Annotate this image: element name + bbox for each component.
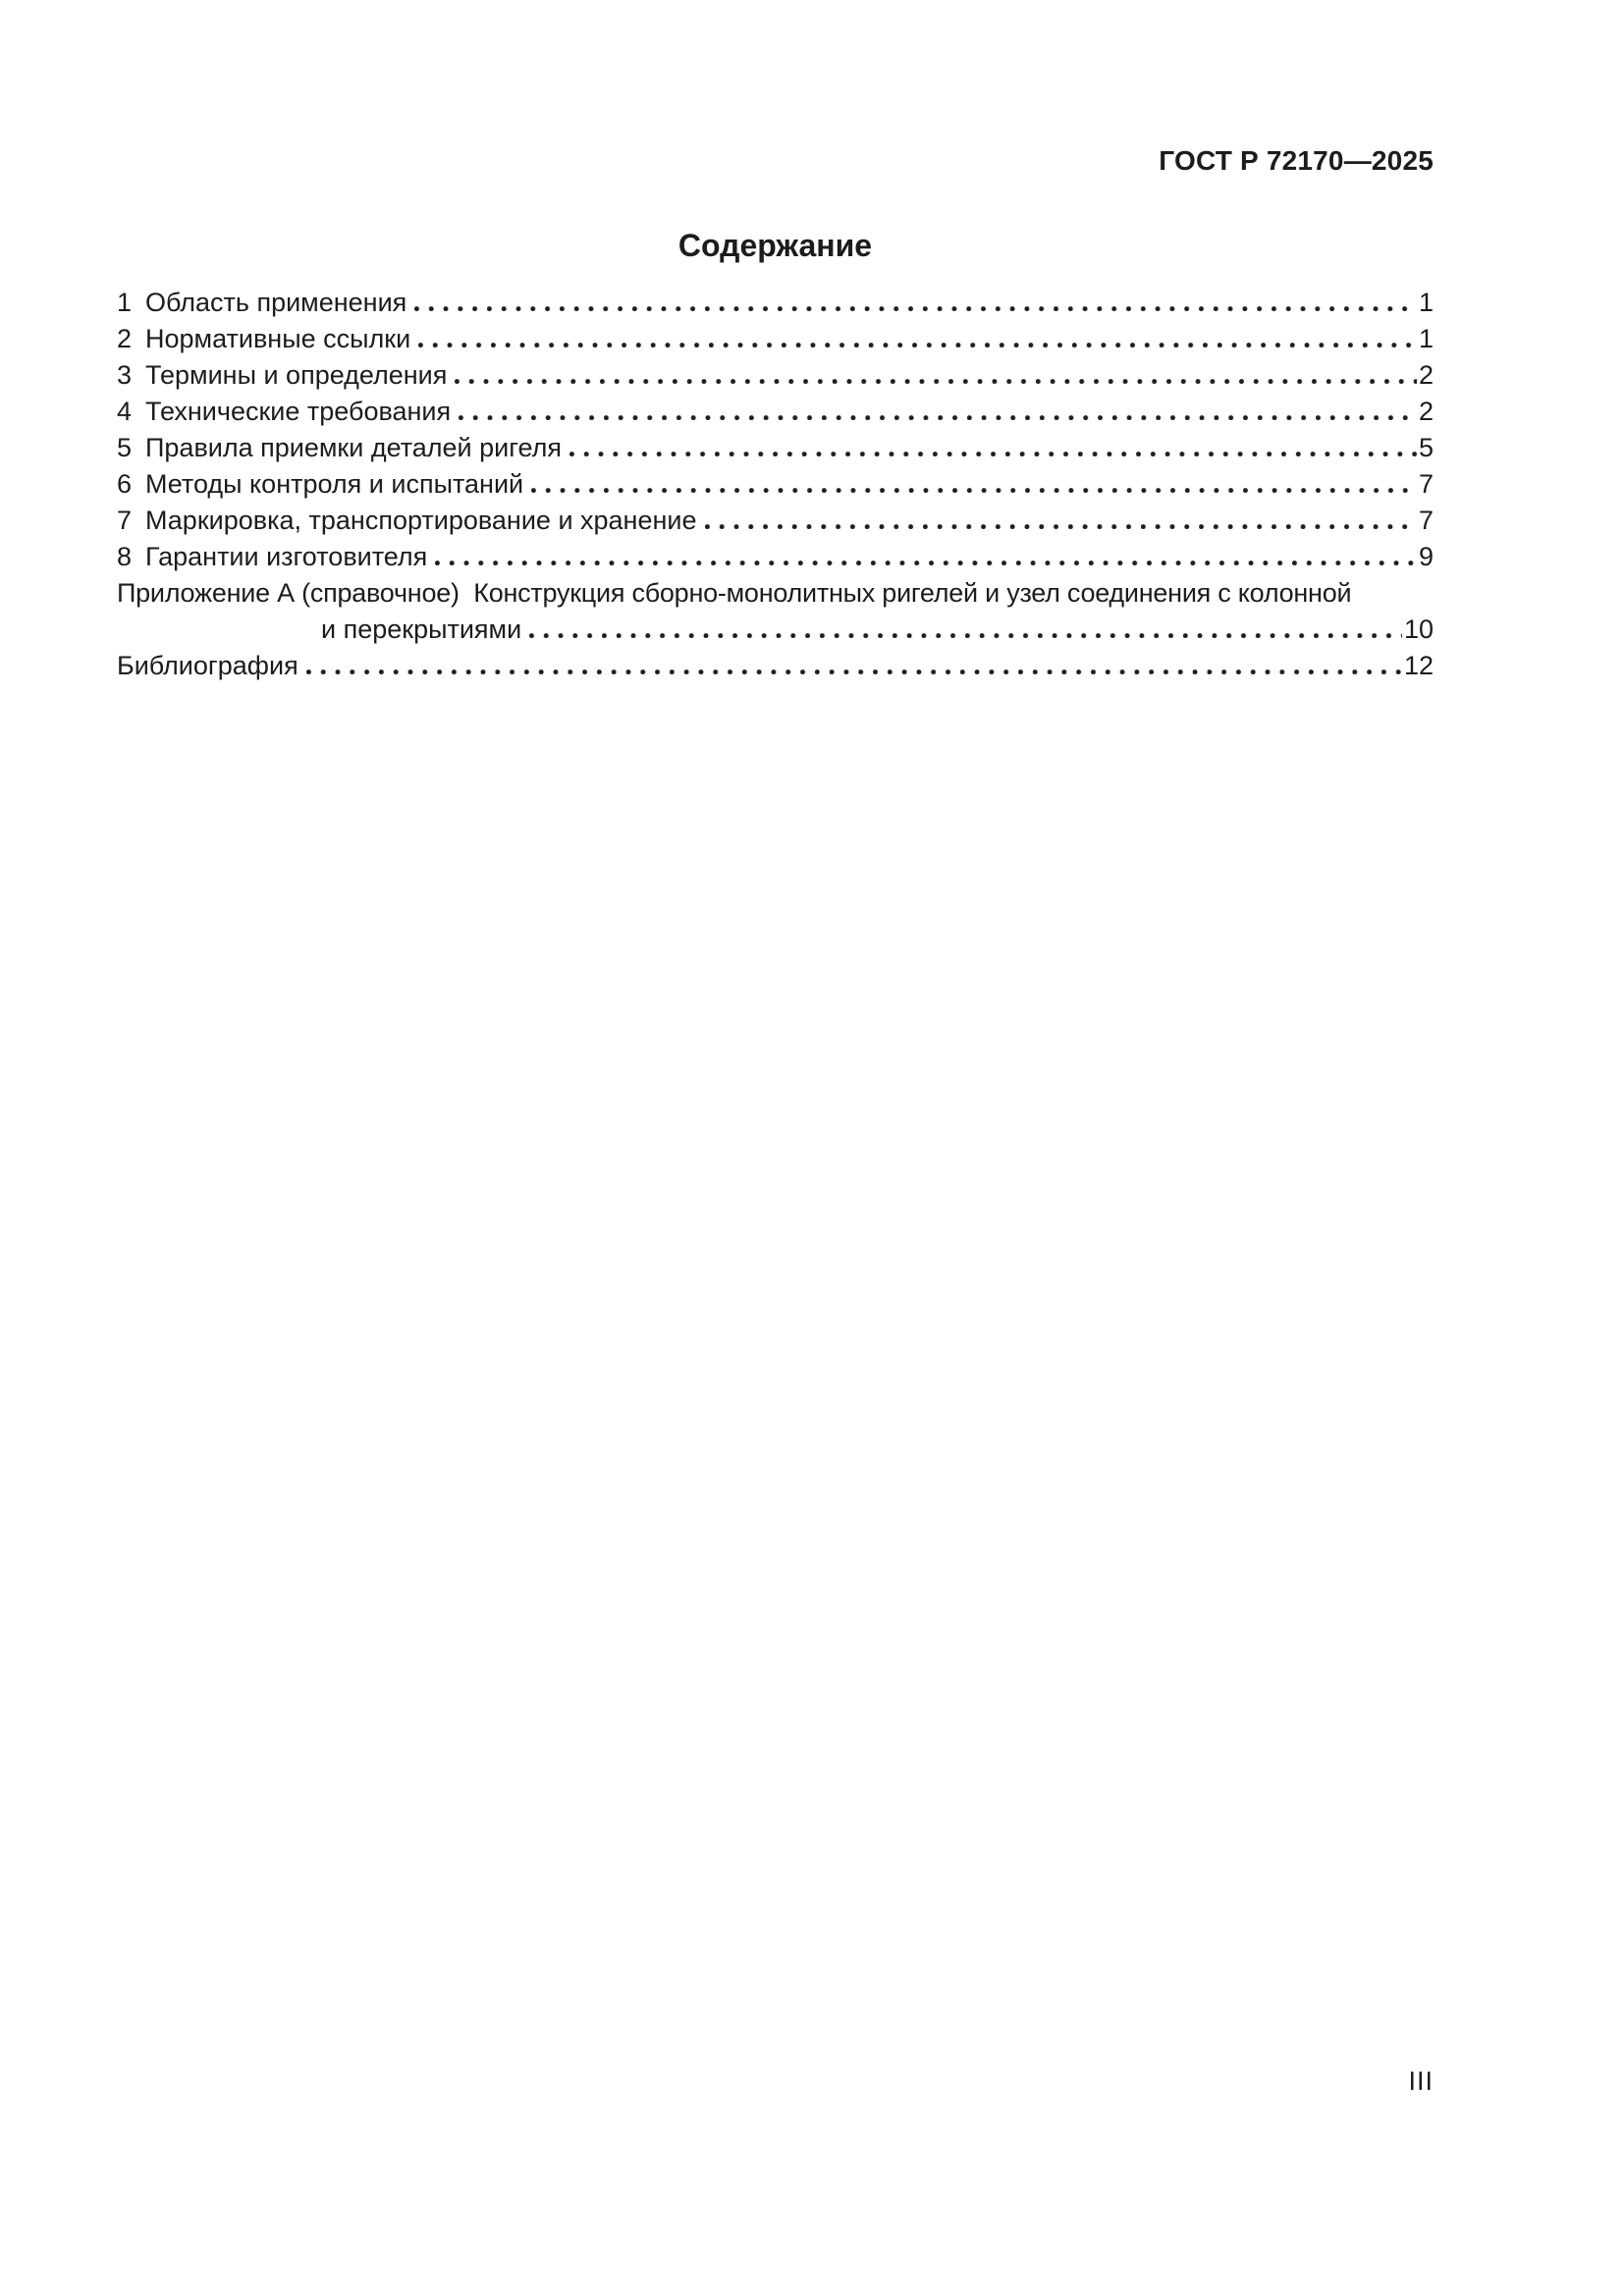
toc-bibliography-entry <box>117 648 1434 684</box>
toc-entry-number: 6 <box>117 469 133 499</box>
table-of-contents <box>117 285 1434 684</box>
page-number: III <box>1408 2066 1434 2096</box>
toc-entry-number: 8 <box>117 542 133 571</box>
toc-bibliography-label: Библиография <box>117 651 298 680</box>
dot-leader <box>569 452 1417 456</box>
toc-entry-page: 2 <box>1418 360 1434 390</box>
dot-leader <box>531 488 1417 493</box>
toc-entry <box>117 285 1434 321</box>
toc-entry-page: 7 <box>1418 469 1434 499</box>
dot-leader <box>418 343 1417 347</box>
toc-entry-page: 9 <box>1418 542 1434 571</box>
dot-leader <box>455 379 1417 384</box>
dot-leader <box>529 633 1402 638</box>
dot-leader <box>435 561 1417 565</box>
toc-entry-label: Термины и определения <box>145 360 448 390</box>
toc-entry-number: 2 <box>117 324 133 353</box>
dot-leader <box>414 306 1417 311</box>
toc-appendix-entry <box>117 575 1434 612</box>
toc-entry-page: 1 <box>1418 288 1434 317</box>
toc-entry <box>117 321 1434 357</box>
toc-entry-page: 7 <box>1418 506 1434 535</box>
toc-entry-page: 2 <box>1418 397 1434 426</box>
toc-entry-label: Маркировка, транспортирование и хранение <box>145 506 697 535</box>
toc-appendix-label: Приложение А (справочное) Конструкция сборно-монолитных ригелей и узел соединения с колонной <box>117 578 1352 608</box>
toc-entry <box>117 430 1434 466</box>
toc-entry <box>117 394 1434 430</box>
toc-entry-label: Правила приемки деталей ригеля <box>145 433 562 462</box>
toc-entry-label: Гарантии изготовителя <box>145 542 428 571</box>
toc-entry-number: 3 <box>117 360 133 390</box>
document-code: ГОСТ Р 72170—2025 <box>1159 145 1434 176</box>
page-content <box>117 0 1434 684</box>
toc-entry-page: 1 <box>1418 324 1434 353</box>
toc-bibliography-page: 12 <box>1403 651 1434 680</box>
toc-entry <box>117 466 1434 503</box>
toc-entry-label: Нормативные ссылки <box>145 324 411 353</box>
toc-entry <box>117 539 1434 575</box>
toc-appendix-page: 10 <box>1403 614 1434 644</box>
toc-entry-number: 5 <box>117 433 133 462</box>
toc-entry-page: 5 <box>1418 433 1434 462</box>
toc-entry-number: 7 <box>117 506 133 535</box>
toc-appendix-continuation-label: и перекрытиями <box>321 614 522 644</box>
dot-leader <box>306 669 1402 674</box>
page-title: Содержание <box>677 228 873 263</box>
toc-entry-number: 4 <box>117 397 133 426</box>
toc-entry <box>117 357 1434 394</box>
toc-entry <box>117 503 1434 539</box>
dot-leader <box>705 524 1417 529</box>
dot-leader <box>459 415 1417 420</box>
toc-entry-label: Область применения <box>145 288 407 317</box>
toc-entry-label: Технические требования <box>145 397 452 426</box>
toc-entry-number: 1 <box>117 288 133 317</box>
toc-entry-label: Методы контроля и испытаний <box>145 469 524 499</box>
toc-appendix-continuation <box>117 612 1434 648</box>
